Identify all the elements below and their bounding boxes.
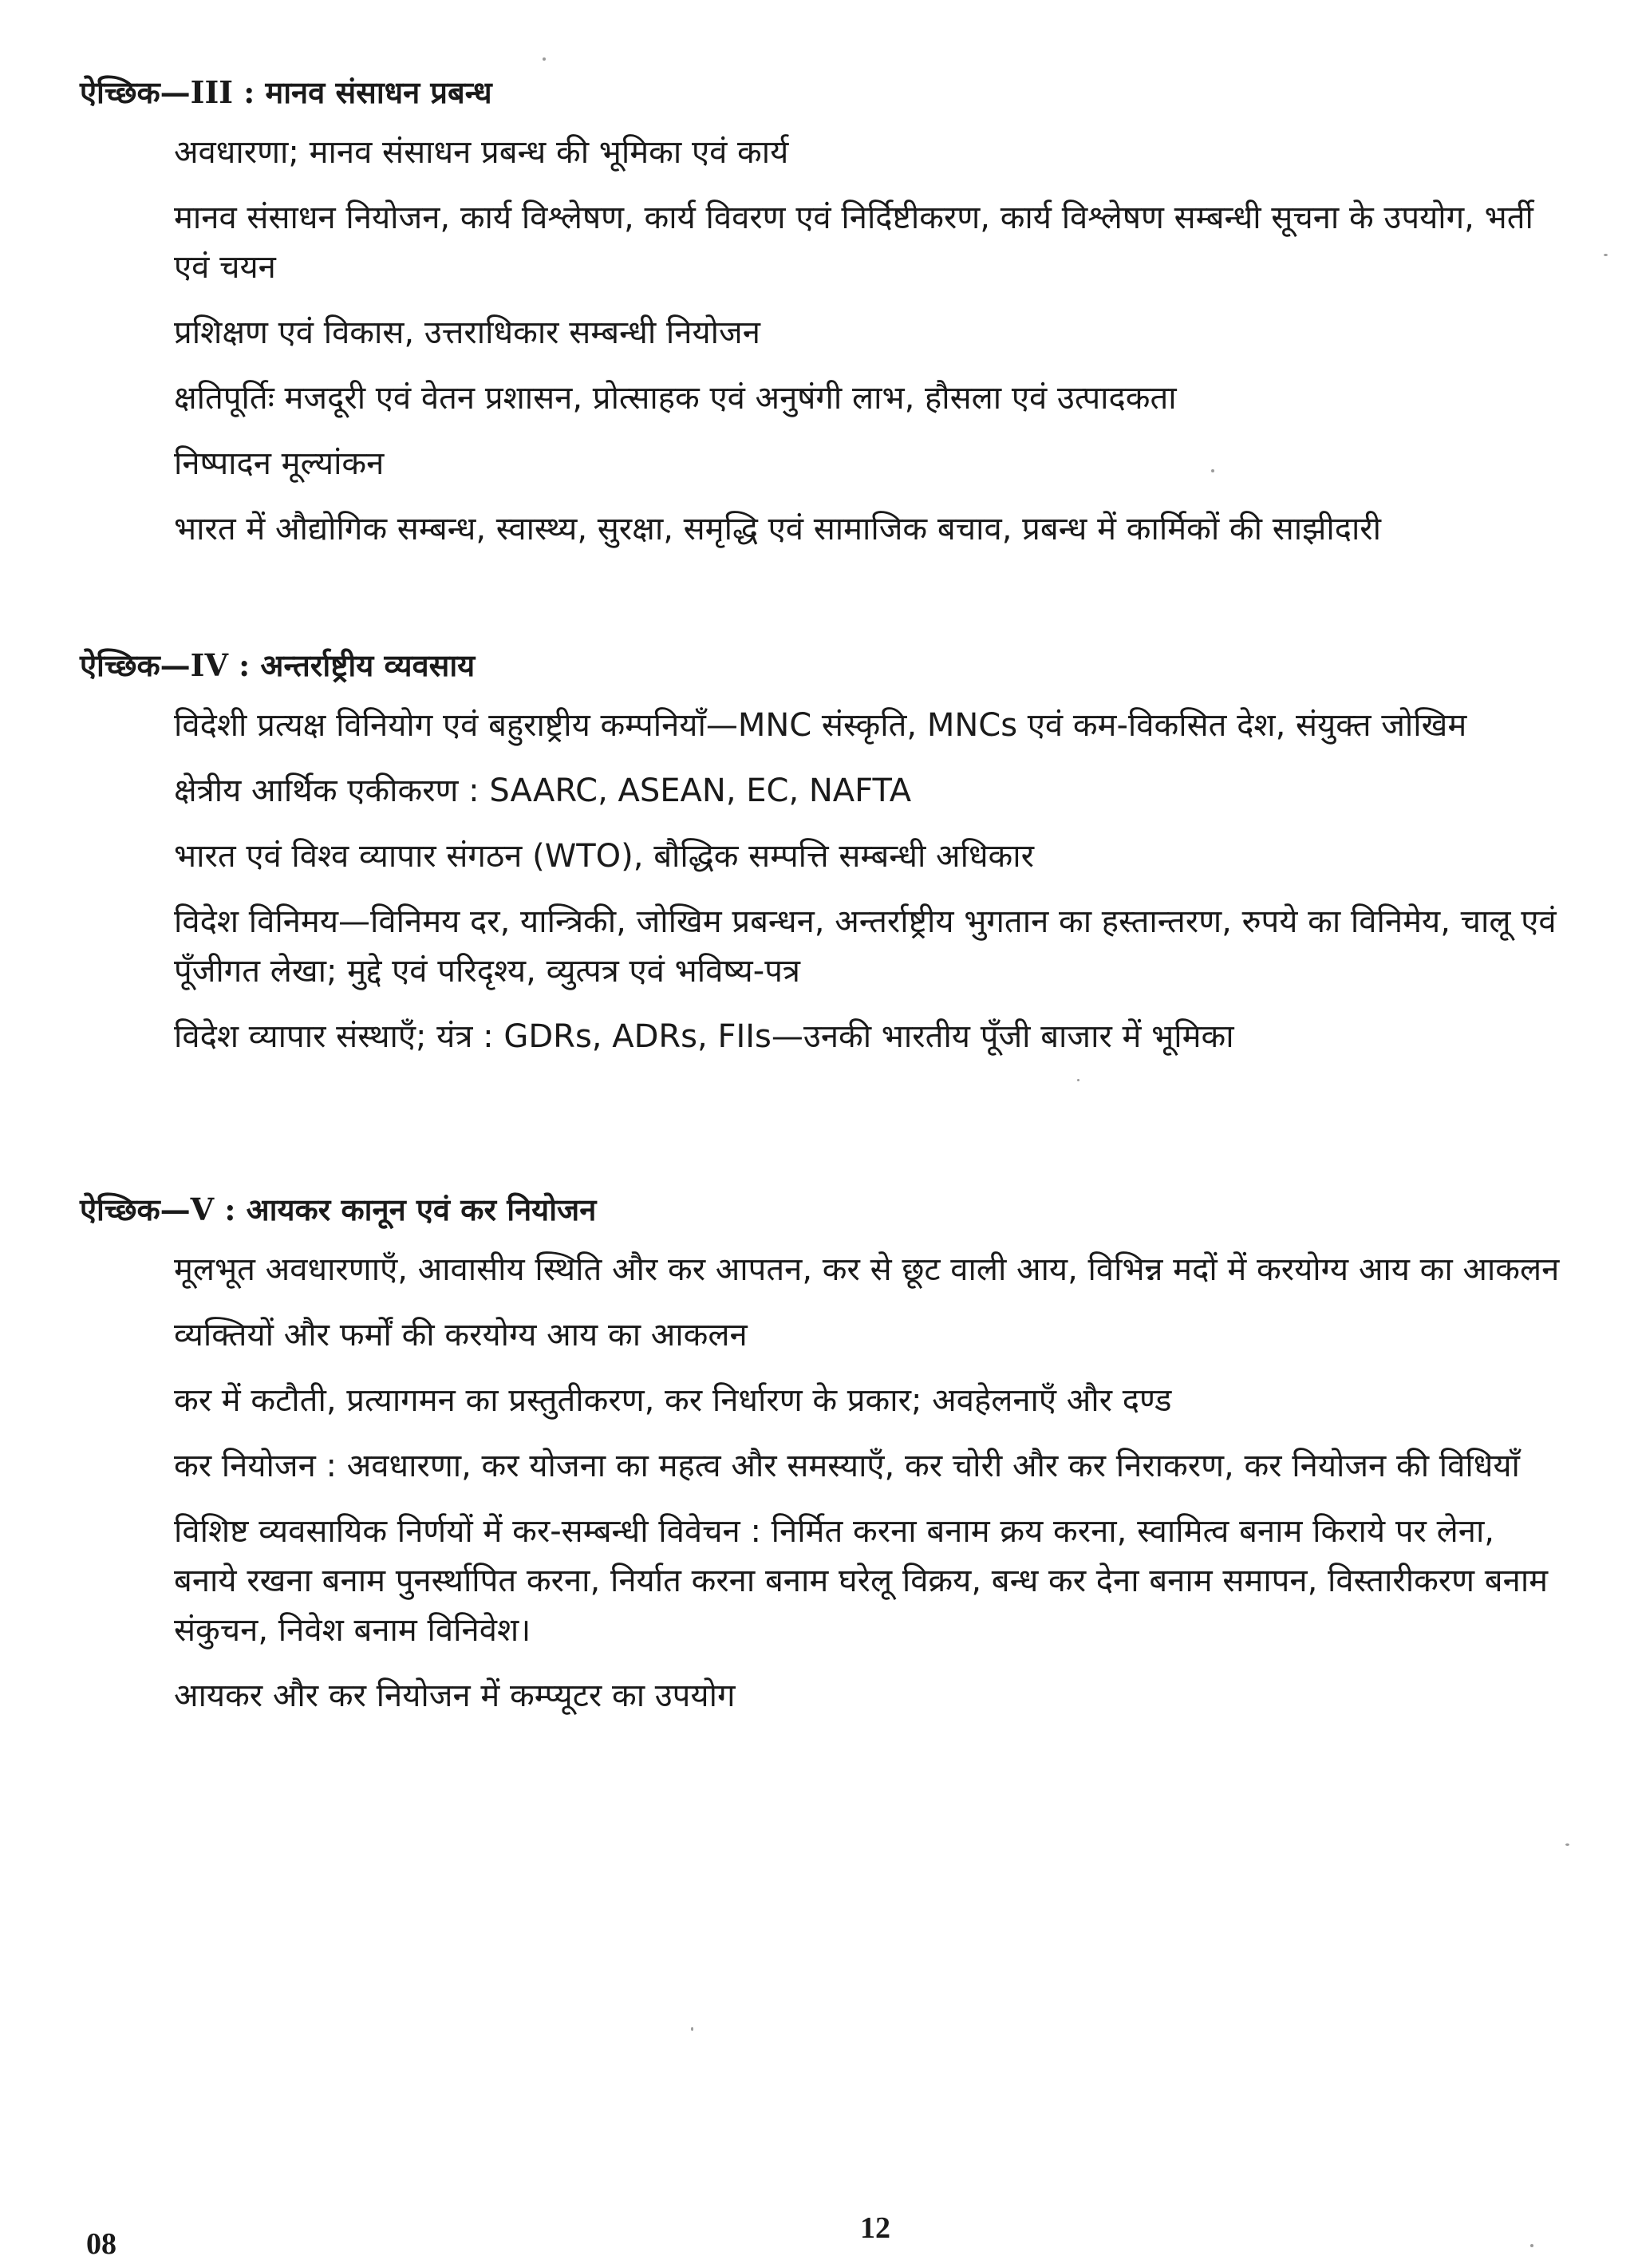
list-item: व्यक्तियों और फर्मों की करयोग्य आय का आकलन [174, 1317, 748, 1353]
scan-speck [1530, 2244, 1533, 2247]
list-item: भारत एवं विश्व व्यापार संगठन (WTO), बौद्धिक सम्पत्ति सम्बन्धी अधिकार [174, 838, 1034, 875]
scan-speck [1604, 254, 1608, 256]
item-list [174, 701, 1562, 1061]
list-item: निष्पादन मूल्यांकन [174, 445, 385, 482]
section-heading: ऐच्छिक—IV : अन्तर्राष्ट्रीय व्यवसाय [80, 647, 476, 683]
list-item: क्षेत्रीय आर्थिक एकीकरण : SAARC, ASEAN, EC, NAFTA [174, 772, 912, 809]
section-heading: ऐच्छिक—III : मानव संसाधन प्रबन्ध [80, 74, 492, 110]
scan-speck [543, 57, 546, 61]
list-item: विदेशी प्रत्यक्ष विनियोग एवं बहुराष्ट्रीय कम्पनियाँ—MNC संस्कृति, MNCs एवं कम-विकसित देश, संयुक्त जोखिम [174, 707, 1467, 744]
item-list [174, 1245, 1562, 1721]
scan-speck [1077, 1079, 1079, 1081]
scan-speck [1211, 469, 1214, 472]
list-item: भारत में औद्योगिक सम्बन्ध, स्वास्थ्य, सुरक्षा, समृद्धि एवं सामाजिक बचाव, प्रबन्ध में कार्मिकों की साझीदारी [174, 511, 1382, 547]
list-item: विदेश विनिमय—विनिमय दर, यान्त्रिकी, जोखिम प्रबन्धन, अन्तर्राष्ट्रीय भुगतान का हस्तान्तरण, रुपये का विनिमेय, चालू एवं पूँजीगत लेखा; मुद्दे एवं परिदृश्य, व्युत्पत्र एवं भविष्य-पत्र [174, 903, 1557, 990]
list-item: मूलभूत अवधारणाएँ, आवासीय स्थिति और कर आपतन, कर से छूट वाली आय, विभिन्न मदों में करयोग्य आय का आकलन [174, 1251, 1560, 1288]
section-elective-iv [80, 645, 1580, 1077]
scan-speck [1565, 1843, 1569, 1846]
list-item: क्षतिपूर्तिः मजदूरी एवं वेतन प्रशासन, प्रोत्साहक एवं अनुषंगी लाभ, हौसला एवं उत्पादकता [174, 380, 1177, 417]
section-heading: ऐच्छिक—V : आयकर कानून एवं कर नियोजन [80, 1191, 597, 1227]
list-item: प्रशिक्षण एवं विकास, उत्तराधिकार सम्बन्धी नियोजन [174, 314, 760, 351]
document-code: 08 [86, 2227, 116, 2261]
list-item: कर में कटौती, प्रत्यागमन का प्रस्तुतीकरण, कर निर्धारण के प्रकार; अवहेलनाएँ और दण्ड [174, 1382, 1172, 1419]
list-item: विशिष्ट व्यवसायिक निर्णयों में कर-सम्बन्धी विवेचन : निर्मित करना बनाम क्रय करना, स्वामित्व बनाम किराये पर लेना, बनाये रखना बनाम पुनर्स्थापित करना, निर्यात करना बनाम घरेलू विक्रय, बन्ध कर देना बनाम समापन, विस्तारीकरण बनाम संकुचन, निवेश बनाम विनिवेश। [174, 1513, 1549, 1649]
list-item: अवधारणा; मानव संसाधन प्रबन्ध की भूमिका एवं कार्य [174, 134, 789, 171]
list-item: आयकर और कर नियोजन में कम्प्यूटर का उपयोग [174, 1677, 736, 1714]
section-elective-iii [80, 72, 1580, 570]
list-item: मानव संसाधन नियोजन, कार्य विश्लेषण, कार्य विवरण एवं निर्दिष्टीकरण, कार्य विश्लेषण सम्बन्धी सूचना के उपयोग, भर्ती एवं चयन [174, 200, 1533, 286]
list-item: कर नियोजन : अवधारणा, कर योजना का महत्व और समस्याएँ, कर चोरी और कर निराकरण, कर नियोजन की विधियाँ [174, 1448, 1520, 1484]
scan-speck [691, 2027, 693, 2031]
item-list [174, 128, 1562, 554]
list-item: विदेश व्यापार संस्थाएँ; यंत्र : GDRs, ADRs, FIIs—उनकी भारतीय पूँजी बाजार में भूमिका [174, 1018, 1234, 1055]
section-elective-v [80, 1189, 1580, 1737]
page-number: 12 [860, 2211, 890, 2245]
